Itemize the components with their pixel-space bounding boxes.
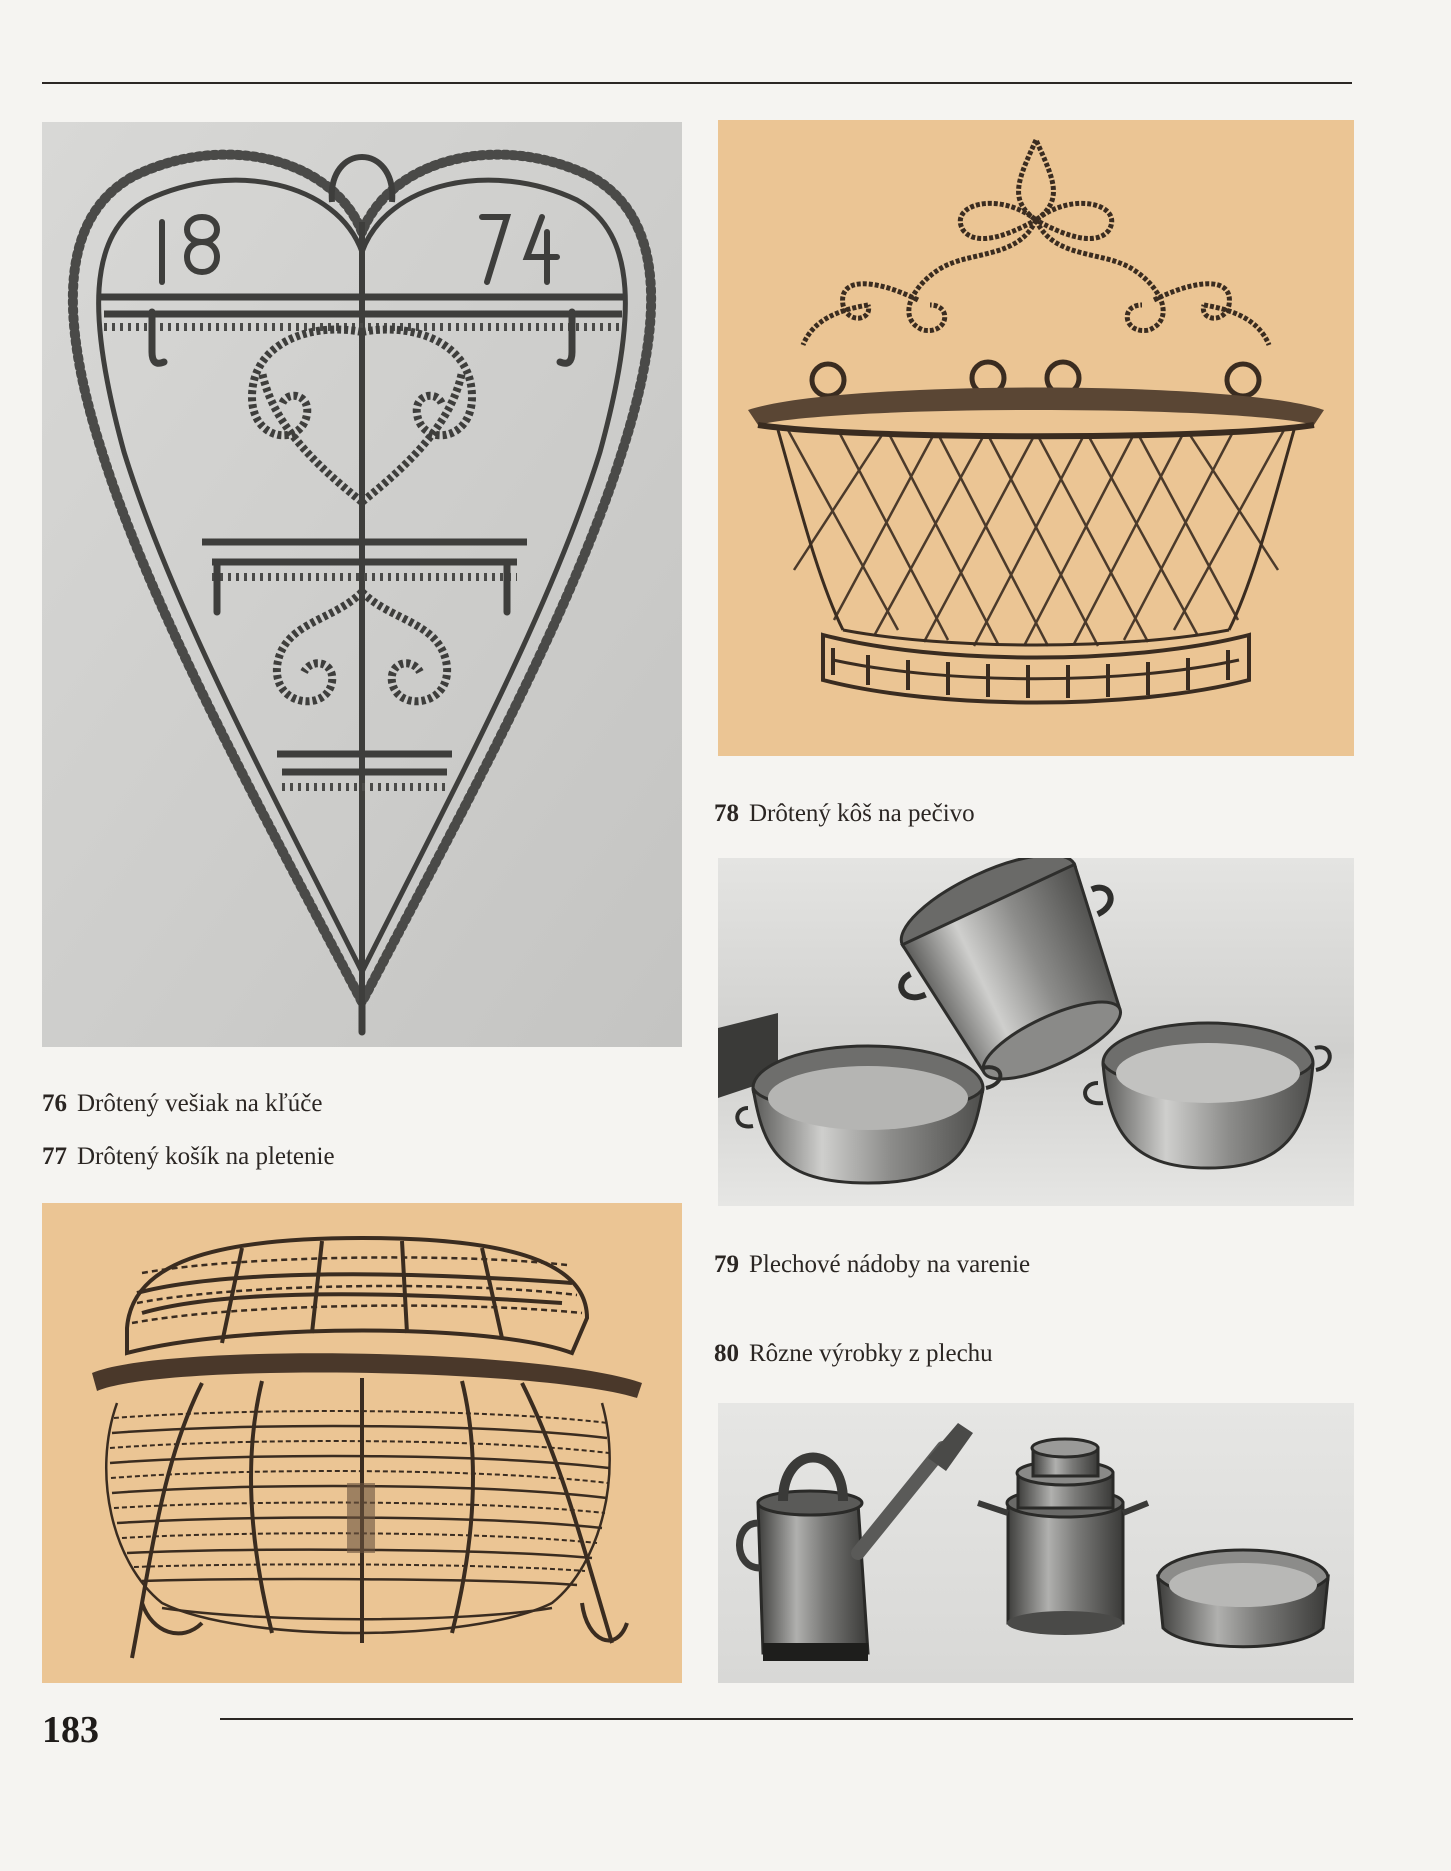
- figure-number-80: 80: [714, 1340, 739, 1367]
- bottom-rule: [220, 1718, 1353, 1720]
- caption-text-79: Plechové nádoby na varenie: [749, 1251, 1031, 1278]
- photo-77-wire-knitting-basket: [42, 1203, 682, 1683]
- caption-78: [714, 799, 975, 829]
- caption-text-78: Drôtený kôš na pečivo: [749, 800, 975, 827]
- figure-number-78: 78: [714, 800, 739, 827]
- caption-79: [714, 1250, 1030, 1280]
- caption-77: [42, 1142, 335, 1172]
- caption-text-77: Drôtený košík na pletenie: [77, 1143, 335, 1170]
- caption-text-80: Rôzne výrobky z plechu: [749, 1340, 993, 1367]
- caption-76: [42, 1089, 322, 1119]
- caption-text-76: Drôtený vešiak na kľúče: [77, 1090, 323, 1117]
- page-number: 183: [42, 1709, 99, 1751]
- photo-76-wire-key-rack: [42, 122, 682, 1047]
- photo-78-wire-bread-basket: [718, 120, 1354, 756]
- photo-79-tin-cooking-vessels: [718, 858, 1354, 1206]
- figure-number-77: 77: [42, 1143, 67, 1170]
- top-rule: [42, 82, 1352, 84]
- photo-80-tin-products: [718, 1403, 1354, 1683]
- caption-80: [714, 1339, 993, 1369]
- figure-number-79: 79: [714, 1251, 739, 1278]
- figure-number-76: 76: [42, 1090, 67, 1117]
